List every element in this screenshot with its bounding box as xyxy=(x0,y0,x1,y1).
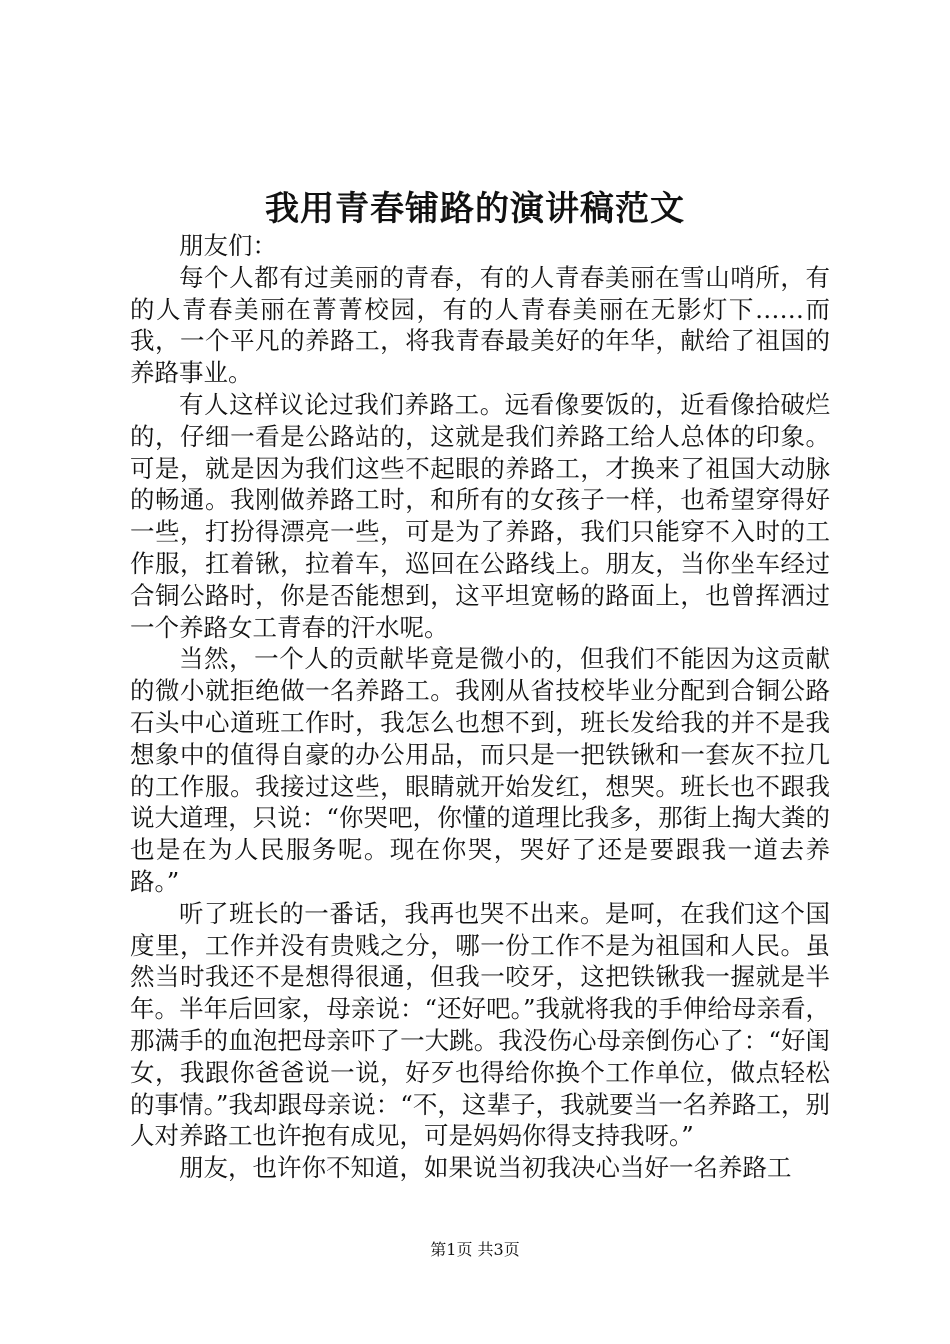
paragraph-salutation: 朋友们： xyxy=(179,231,277,260)
paragraph: 有人这样议论过我们养路工。远看像要饭的，近看像拾破烂的，仔细一看是公路站的，这就是我们养路工给人总体的印象。可是，就是因为我们这些不起眼的养路工，才换来了祖国大动脉的畅通。我刚做养路工时，和所有的女孩子一样，也希望穿得好一些，打扮得漂亮一些，可是为了养路，我们只能穿不入时的工作服，扛着锹，拉着车，巡回在公路线上。朋友，当你坐车经过合铜公路时，你是否能想到，这平坦宽畅的路面上，也曾挥洒过一个养路女工青春的汗水呢。 xyxy=(130,389,830,642)
paragraph: 当然，一个人的贡献毕竟是微小的，但我们不能因为这贡献的微小就拒绝做一名养路工。我刚从省技校毕业分配到合铜公路石头中心道班工作时，我怎么也想不到，班长发给我的并不是我想象中的值得自豪的办公用品，而只是一把铁锹和一套灰不拉几的工作服。我接过这些，眼睛就开始发红，想哭。班长也不跟我说大道理，只说：“你哭吧，你懂的道理比我多，那街上掏大粪的也是在为人民服务呢。现在你哭，哭好了还是要跟我一道去养路。” xyxy=(130,644,830,896)
page-number-footer: 第1页 共3页 xyxy=(430,1240,520,1259)
paragraph: 朋友，也许你不知道，如果说当初我决心当好一名养路工 xyxy=(179,1153,792,1183)
document-body xyxy=(130,230,830,1184)
document-title: 我用青春铺路的演讲稿范文 xyxy=(265,189,685,229)
paragraph: 每个人都有过美丽的青春，有的人青春美丽在雪山哨所，有的人青春美丽在菁菁校园，有的人青春美丽在无影灯下……而我，一个平凡的养路工，将我青春最美好的年华，献给了祖国的养路事业。 xyxy=(130,262,830,388)
paragraph: 听了班长的一番话，我再也哭不出来。是呵，在我们这个国度里，工作并没有贵贱之分，哪一份工作不是为祖国和人民。虽然当时我还不是想得很通，但我一咬牙，这把铁锹我一握就是半年。半年后回家，母亲说：“还好吧。”我就将我的手伸给母亲看，那满手的血泡把母亲吓了一大跳。我没伤心母亲倒伤心了：“好闺女，我跟你爸爸说一说，好歹也得给你换个工作单位，做点轻松的事情。”我却跟母亲说：“不，这辈子，我就要当一名养路工，别人对养路工也许抱有成见，可是妈妈你得支持我呀。” xyxy=(130,898,830,1151)
